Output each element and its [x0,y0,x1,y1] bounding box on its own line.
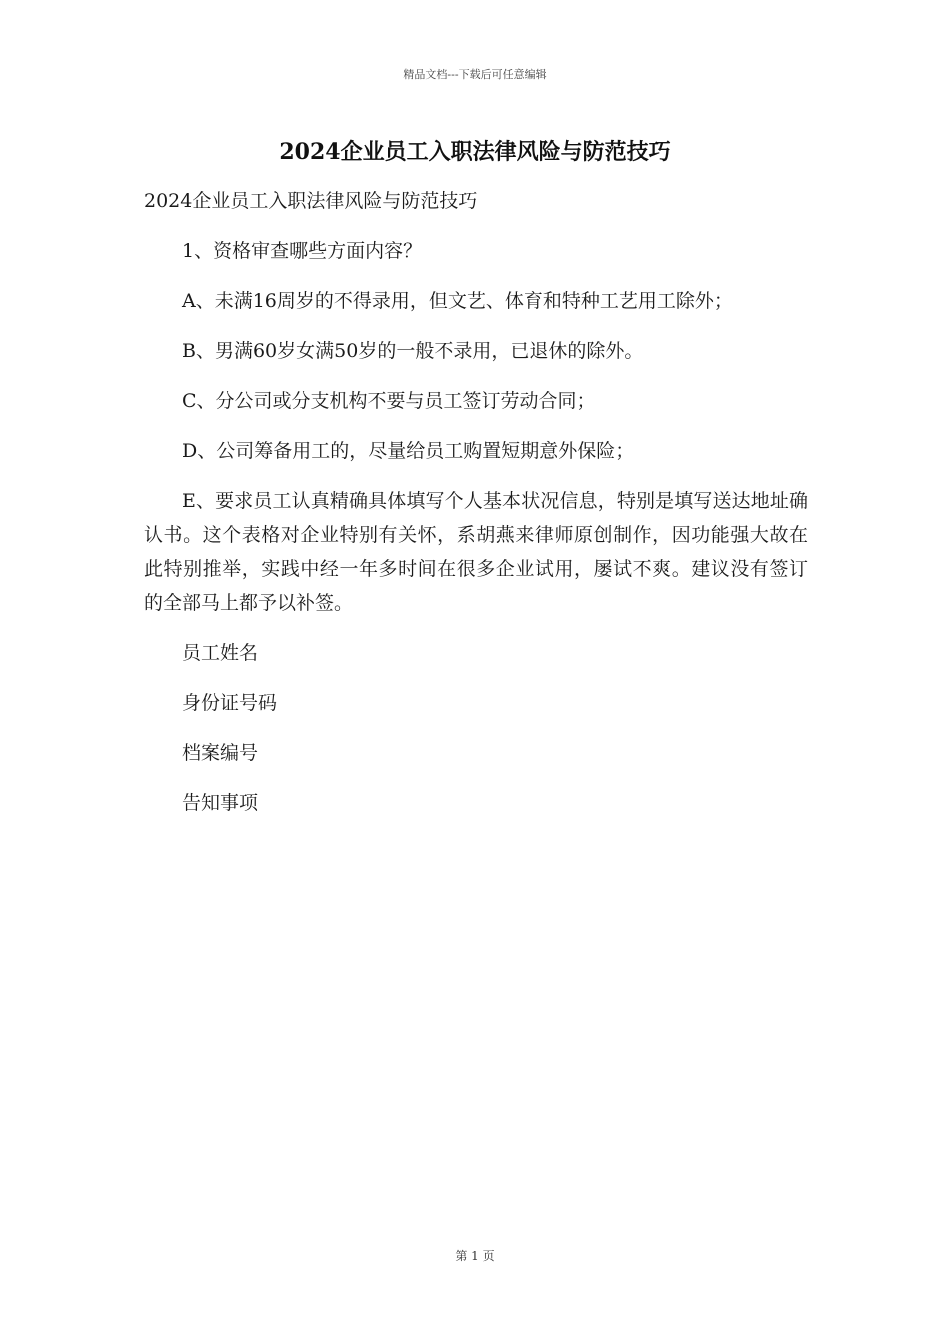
form-field-employee-name: 员工姓名 [182,642,259,664]
paragraph-item-e: E、要求员工认真精确具体填写个人基本状况信息，特别是填写送达地址确认书。这个表格对企业特别有关怀，系胡燕来律师原创制作，因功能强大故在此特别推举，实践中经一年多时间在很多企业试用，屡试不爽。建议没有签订的全部马上都予以补签。 [144,490,808,614]
document-subtitle: 2024企业员工入职法律风险与防范技巧 [144,190,478,212]
paragraph-item-a: A、未满16周岁的不得录用，但文艺、体育和特种工艺用工除外； [182,290,733,312]
form-field-notice-items: 告知事项 [182,792,259,814]
document-body [144,184,808,836]
document-title: 2024企业员工入职法律风险与防范技巧 [279,139,671,165]
page-footer: 第 1 页 [455,1249,495,1263]
paragraph-question: 1、资格审查哪些方面内容？ [182,240,423,262]
form-field-file-number: 档案编号 [182,742,259,764]
paragraph-item-c: C、分公司或分支机构不要与员工签订劳动合同； [182,390,596,412]
page-header: 精品文档---下载后可任意编辑 [403,68,547,81]
paragraph-item-d: D、公司筹备用工的，尽量给员工购置短期意外保险； [182,440,635,462]
paragraph-item-b: B、男满60岁女满50岁的一般不录用，已退休的除外。 [182,340,644,362]
form-field-id-number: 身份证号码 [182,692,278,714]
